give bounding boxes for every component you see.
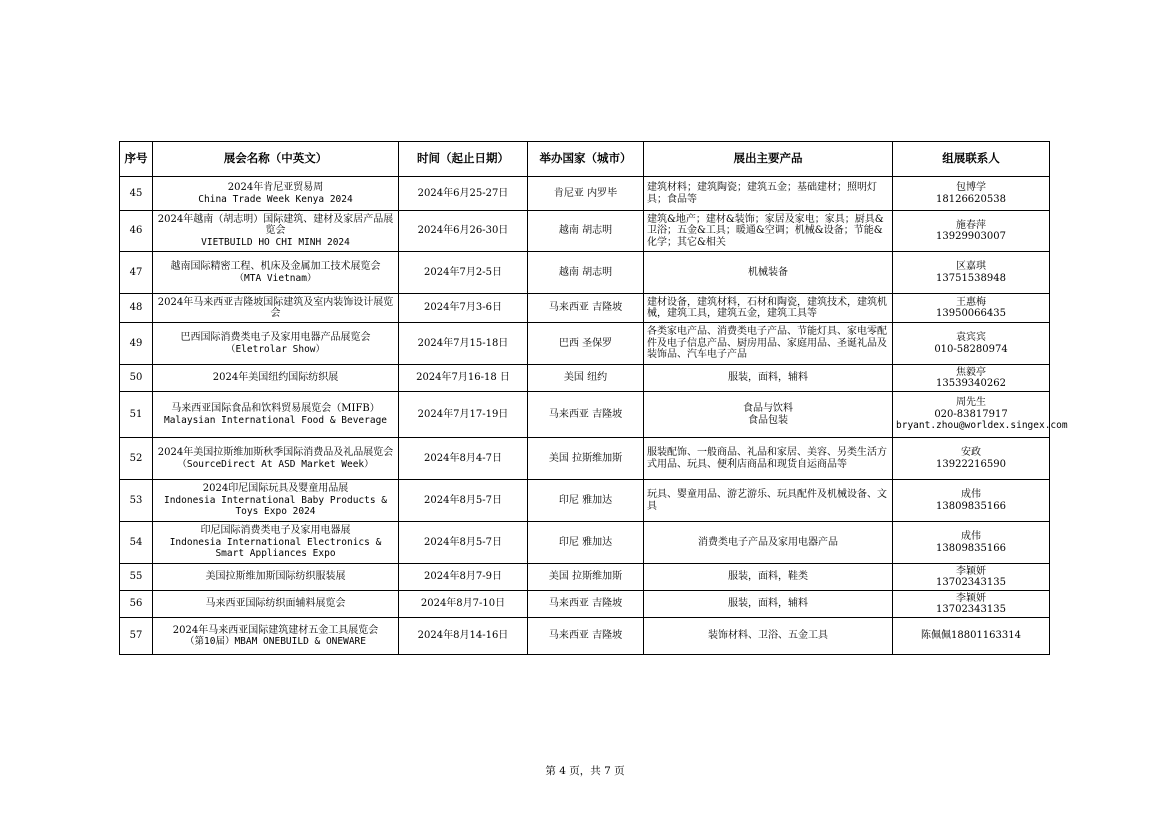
row-number: 54	[120, 522, 153, 564]
exhibition-name-cn: 2024年马来西亚国际建筑建材五金工具展览会	[172, 624, 379, 636]
table-row	[120, 252, 1050, 294]
contact	[893, 438, 1050, 480]
exhibition-date: 2024年6月25-27日	[399, 177, 528, 211]
contact-name: 包博学	[956, 182, 986, 193]
row-number: 52	[120, 438, 153, 480]
exhibition-name	[153, 177, 399, 211]
contact-phone: 13922216590	[936, 458, 1006, 470]
exhibition-place: 美国 纽约	[528, 365, 644, 392]
contact	[893, 591, 1050, 618]
exhibition-name-en: Malaysian International Food & Beverage	[163, 414, 388, 426]
exhibition-products	[644, 177, 893, 211]
contact	[893, 252, 1050, 294]
exhibition-products	[644, 564, 893, 591]
table-row	[120, 591, 1050, 618]
exhibition-place: 巴西 圣保罗	[528, 323, 644, 365]
exhibition-name-en: （MTA Vietnam）	[234, 272, 317, 284]
products-line: 消费类电子产品及家用电器产品	[698, 536, 838, 548]
exhibition-place: 马来西亚 吉隆坡	[528, 618, 644, 655]
contact	[893, 211, 1050, 252]
header-date: 时间（起止日期）	[399, 142, 528, 177]
products-line: 服装，面料，鞋类	[728, 571, 808, 583]
row-number: 49	[120, 323, 153, 365]
exhibition-date: 2024年8月5-7日	[399, 480, 528, 522]
exhibition-place: 美国 拉斯维加斯	[528, 564, 644, 591]
contact-name: 焦毅亭	[956, 366, 986, 378]
row-number: 50	[120, 365, 153, 392]
products-line: 建筑&地产；建材&装饰；家居及家电；家具；厨具&卫浴；五金&工具；暖通&空调；机械&设备；节能&化学；其它&相关	[647, 213, 884, 248]
exhibition-name-en: （Eletrolar Show）	[225, 343, 326, 355]
exhibition-name	[153, 211, 399, 252]
exhibition-name	[153, 294, 399, 323]
exhibition-name	[153, 591, 399, 618]
header-no: 序号	[120, 142, 153, 177]
exhibition-name-cn: 马来西亚国际食品和饮料贸易展览会（MIFB）	[171, 403, 380, 414]
table-row	[120, 323, 1050, 365]
contact	[893, 323, 1050, 365]
contact-name: 安政	[961, 447, 981, 458]
contact-phone: 13809835166	[936, 500, 1006, 512]
exhibition-name	[153, 392, 399, 438]
exhibition-products	[644, 294, 893, 323]
exhibition-date: 2024年8月14-16日	[399, 618, 528, 655]
contact	[893, 480, 1050, 522]
exhibition-name-cn: 美国拉斯维加斯国际纺织服装展	[205, 571, 346, 583]
table-row	[120, 294, 1050, 323]
products-line: 服装配饰、一般商品、礼品和家居、美容、另类生活方式用品、玩具、便利店商品和现货自运商品等	[647, 447, 887, 470]
contact-name: 李颖妍	[956, 592, 986, 604]
contact-phone: 13539340262	[936, 378, 1006, 389]
contact-name: 区嘉琪	[956, 261, 986, 272]
exhibition-name-cn: 2024年美国纽约国际纺织展	[212, 372, 339, 384]
exhibition-products	[644, 392, 893, 438]
exhibition-name-en: （SourceDirect At ASD Market Week）	[177, 458, 374, 470]
contact-name: 施春萍	[956, 219, 986, 231]
exhibition-products	[644, 522, 893, 564]
contact-phone: 020-83817917	[934, 408, 1008, 420]
exhibition-name-en: China Trade Week Kenya 2024	[198, 193, 353, 205]
row-number: 56	[120, 591, 153, 618]
exhibition-name-cn: 印尼国际消费类电子及家用电器展	[200, 525, 351, 537]
table-row	[120, 365, 1050, 392]
row-number: 48	[120, 294, 153, 323]
exhibition-name	[153, 323, 399, 365]
products-line: 食品包装	[748, 414, 788, 426]
contact	[893, 618, 1050, 655]
products-line: 机械装备	[748, 266, 788, 278]
contact	[893, 564, 1050, 591]
contact-phone: 13809835166	[936, 542, 1006, 554]
exhibition-place: 肯尼亚 内罗毕	[528, 177, 644, 211]
header-place: 举办国家（城市）	[528, 142, 644, 177]
exhibition-name-en: （第10届）MBAM ONEBUILD & ONEWARE	[185, 636, 366, 647]
exhibition-name	[153, 365, 399, 392]
contact	[893, 522, 1050, 564]
exhibition-place: 马来西亚 吉隆坡	[528, 591, 644, 618]
table-row	[120, 177, 1050, 211]
exhibition-date: 2024年8月7-10日	[399, 591, 528, 618]
header-contact: 组展联系人	[893, 142, 1050, 177]
products-line: 服装，面料，辅料	[728, 598, 808, 610]
contact-name: 周先生	[956, 397, 986, 409]
exhibition-name-cn: 2024年美国拉斯维加斯秋季国际消费品及礼品展览会	[157, 447, 394, 458]
exhibition-name-cn: 2024印尼国际玩具及婴童用品展	[202, 483, 349, 495]
contact-email: bryant.zhou@worldex.singex.com	[896, 420, 1068, 432]
exhibition-products	[644, 618, 893, 655]
header-products: 展出主要产品	[644, 142, 893, 177]
exhibition-name-cn: 2024年马来西亚吉隆坡国际建筑及室内装饰设计展览会	[157, 296, 394, 319]
contact	[893, 392, 1068, 438]
table-row	[120, 618, 1050, 655]
exhibition-name-cn: 2024年越南（胡志明）国际建筑、建材及家居产品展览会	[157, 213, 394, 237]
exhibition-place: 越南 胡志明	[528, 211, 644, 252]
exhibition-place: 印尼 雅加达	[528, 480, 644, 522]
exhibition-products	[644, 365, 893, 392]
row-number: 46	[120, 211, 153, 252]
table-row	[120, 438, 1050, 480]
contact-phone: 13702343135	[936, 577, 1006, 588]
row-number: 57	[120, 618, 153, 655]
table-header-row	[120, 142, 1050, 177]
exhibition-name-cn: 马来西亚国际纺织面辅料展览会	[205, 598, 346, 610]
exhibition-products	[644, 323, 893, 365]
products-line: 各类家电产品、消费类电子产品、节能灯具、家电零配件及电子信息产品、厨房用品、家庭用品、圣诞礼品及装饰品、汽车电子产品	[647, 326, 887, 361]
exhibition-date: 2024年7月2-5日	[399, 252, 528, 294]
exhibition-date: 2024年7月17-19日	[399, 392, 528, 438]
contact-phone: 13950066435	[936, 308, 1006, 319]
exhibition-name	[153, 564, 399, 591]
table-row	[120, 392, 1050, 438]
exhibition-name-cn: 2024年肯尼亚贸易周	[227, 182, 324, 193]
row-number: 47	[120, 252, 153, 294]
exhibition-place: 越南 胡志明	[528, 252, 644, 294]
exhibition-place: 马来西亚 吉隆坡	[528, 392, 644, 438]
header-name: 展会名称（中英文）	[153, 142, 399, 177]
exhibition-place: 美国 拉斯维加斯	[528, 438, 644, 480]
exhibition-products	[644, 591, 893, 618]
exhibition-name	[153, 438, 399, 480]
page-footer: 第 4 页，共 7 页	[545, 765, 625, 777]
contact-name: 陈佩佩18801163314	[921, 630, 1021, 642]
exhibition-products	[644, 252, 893, 294]
products-line: 装饰材料、卫浴、五金工具	[708, 630, 828, 642]
exhibition-date: 2024年7月3-6日	[399, 294, 528, 323]
contact-phone: 13751538948	[936, 272, 1006, 284]
row-number: 53	[120, 480, 153, 522]
table-row	[120, 522, 1050, 564]
exhibition-date: 2024年8月5-7日	[399, 522, 528, 564]
contact-phone: 010-58280974	[934, 343, 1008, 355]
contact-name: 成伟	[961, 531, 981, 542]
products-line: 服装，面料，辅料	[728, 372, 808, 384]
contact	[893, 294, 1050, 323]
exhibition-products	[644, 211, 893, 252]
exhibition-name-en: Indonesia International Electronics & Smart Appliances Expo	[169, 536, 382, 560]
contact-name: 李颖妍	[956, 565, 986, 577]
contact-phone: 18126620538	[936, 193, 1006, 205]
contact	[893, 365, 1050, 392]
exhibition-name	[153, 480, 399, 522]
contact-name: 成伟	[961, 489, 981, 500]
exhibition-date: 2024年7月16-18 日	[399, 365, 528, 392]
exhibition-date: 2024年8月7-9日	[399, 564, 528, 591]
products-line: 建筑材料；建筑陶瓷；建筑五金；基础建材；照明灯具；食品等	[647, 182, 877, 205]
products-line: 玩具、婴童用品、游艺游乐、玩具配件及机械设备、文具	[647, 489, 887, 512]
contact-phone: 13929903007	[936, 231, 1006, 242]
contact	[893, 177, 1050, 211]
row-number: 45	[120, 177, 153, 211]
exhibition-name	[153, 522, 399, 564]
exhibition-name	[153, 618, 399, 655]
exhibition-name-cn: 巴西国际消费类电子及家用电器产品展览会	[180, 332, 371, 343]
exhibition-date: 2024年7月15-18日	[399, 323, 528, 365]
exhibition-date: 2024年8月4-7日	[399, 438, 528, 480]
row-number: 55	[120, 564, 153, 591]
table-row	[120, 211, 1050, 252]
table-row	[120, 564, 1050, 591]
contact-phone: 13702343135	[936, 604, 1006, 615]
exhibition-place: 印尼 雅加达	[528, 522, 644, 564]
contact-name: 王惠梅	[956, 296, 986, 308]
exhibition-name-cn: 越南国际精密工程、机床及金属加工技术展览会	[170, 261, 381, 272]
exhibition-name-en: VIETBUILD HO CHI MINH 2024	[201, 236, 350, 248]
contact-name: 袁宾宾	[956, 332, 986, 343]
exhibition-products	[644, 480, 893, 522]
exhibition-name-en: Indonesia International Baby Products & Toys Expo 2024	[163, 494, 388, 518]
exhibition-place: 马来西亚 吉隆坡	[528, 294, 644, 323]
exhibition-products	[644, 438, 893, 480]
exhibition-date: 2024年6月26-30日	[399, 211, 528, 252]
products-line: 建材设备，建筑材料，石材和陶瓷，建筑技术，建筑机械，建筑工具，建筑五金，建筑工具等	[647, 296, 887, 319]
exhibition-name	[153, 252, 399, 294]
products-line: 食品与饮料	[743, 403, 793, 414]
exhibition-table	[119, 141, 1068, 655]
row-number: 51	[120, 392, 153, 438]
table-row	[120, 480, 1050, 522]
